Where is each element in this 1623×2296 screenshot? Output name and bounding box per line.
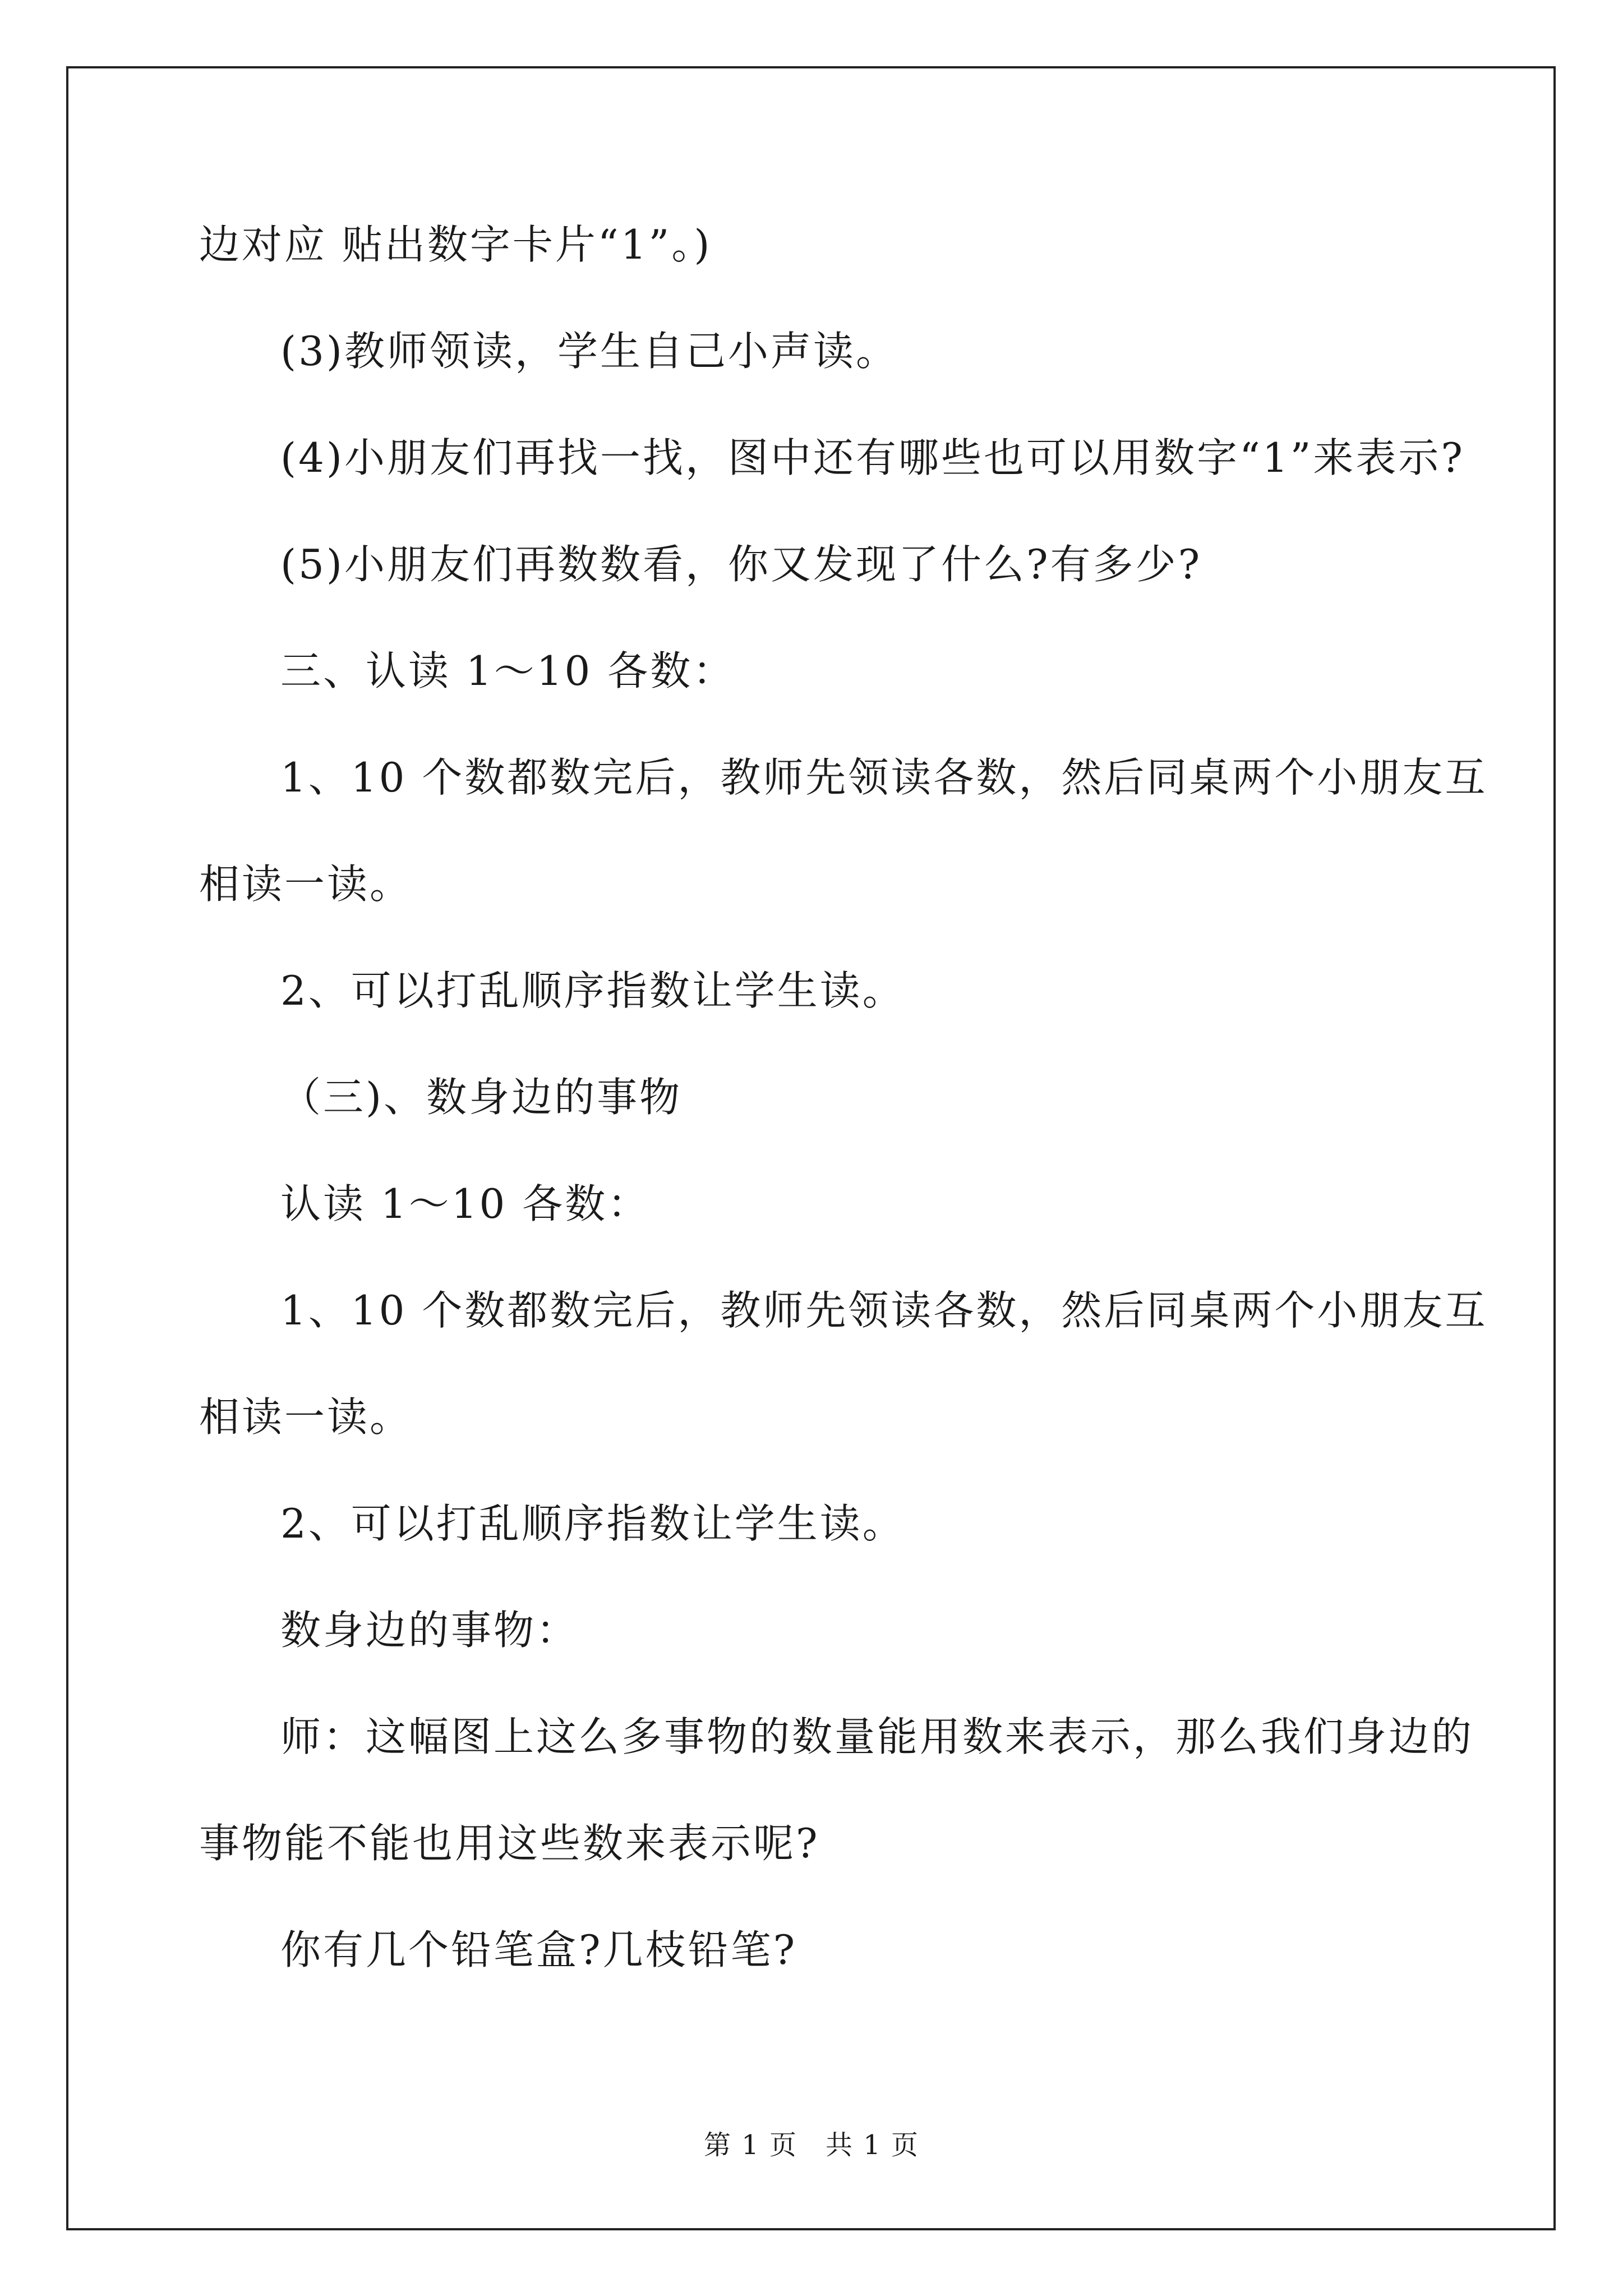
document-body (199, 221, 1488, 1973)
paragraph: 相读一读。 (199, 861, 413, 908)
paragraph: 事物能不能也用这些数来表示呢? (199, 1820, 820, 1867)
paragraph: (5)小朋友们再数数看，你又发现了什么?有多少? (280, 541, 1202, 588)
section-heading: 三、认读 1～10 各数： (280, 647, 736, 694)
paragraph: (4)小朋友们再找一找，图中还有哪些也可以用数字“1”来表示? (280, 434, 1465, 481)
paragraph: 你有几个铅笔盒?几枝铅笔? (280, 1926, 797, 1973)
page-footer: 第 1 页 共 1 页 (703, 2129, 920, 2161)
paragraph: 数身边的事物： (280, 1607, 579, 1654)
paragraph: 相读一读。 (199, 1393, 413, 1441)
paragraph: 师：这幅图上这么多事物的数量能用数来表示，那么我们身边的 (280, 1713, 1474, 1760)
paragraph: 1、10 个数都数完后，教师先领读各数，然后同桌两个小朋友互 (280, 1287, 1488, 1334)
paragraph: 2、可以打乱顺序指数让学生读。 (280, 1500, 905, 1547)
section-heading: （三)、数身边的事物 (280, 1074, 683, 1121)
paragraph: 边对应 贴出数字卡片“1”。) (199, 221, 712, 268)
paragraph: 2、可以打乱顺序指数让学生读。 (280, 967, 905, 1014)
paragraph: (3)教师领读，学生自己小声读。 (280, 328, 898, 375)
paragraph: 1、10 个数都数完后，教师先领读各数，然后同桌两个小朋友互 (280, 754, 1488, 801)
paragraph: 认读 1～10 各数： (280, 1180, 651, 1227)
